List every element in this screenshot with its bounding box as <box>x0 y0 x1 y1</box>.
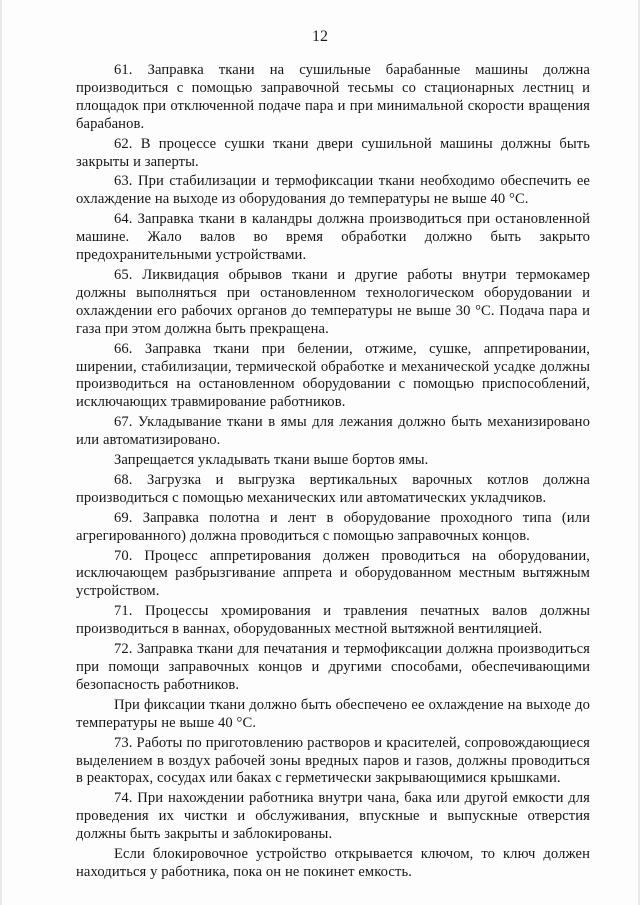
paragraph-62: 62. В процессе сушки ткани двери сушильной машины должны быть закрыты и заперты. <box>76 135 590 170</box>
paragraph-74: 74. При нахождении работника внутри чана, бака или другой емкости для проведения их чистки и обслуживания, впускные и выпускные отверстия должны быть закрыты и заблокированы. <box>76 790 590 843</box>
paragraph-67-note: Запрещается укладывать ткани выше бортов ямы. <box>114 452 429 469</box>
document-body <box>76 62 590 882</box>
paragraph-73: 73. Работы по приготовлению растворов и красителей, сопровождающиеся выделением в воздух рабочей зоны вредных паров и газов, должны проводиться в реакторах, сосудах или баках с герметически закрывающимися крышками. <box>76 734 590 787</box>
paragraph-72-note: При фиксации ткани должно быть обеспечено ее охлаждение на выходе до температуры не выше 40 °С. <box>76 696 590 731</box>
paragraph-64: 64. Заправка ткани в каландры должна производиться при остановленной машине. Жало валов во время обработки должно быть закрыто предохранительными устройствами. <box>76 211 590 264</box>
paragraph-61: 61. Заправка ткани на сушильные барабанные машины должна производиться с помощью заправочной тесьмы со стационарных лестниц и площадок при отключенной подаче пара и при минимальной скорости вращения барабанов. <box>76 62 590 132</box>
paragraph-68: 68. Загрузка и выгрузка вертикальных варочных котлов должна производиться с помощью механических или автоматических укладчиков. <box>76 471 590 506</box>
paragraph-69: 69. Заправка полотна и лент в оборудование проходного типа (или агрегированного) должна проводиться с помощью заправочных концов. <box>76 509 590 544</box>
paragraph-72: 72. Заправка ткани для печатания и термофиксации должна производиться при помощи заправочных концов и другими способами, обеспечивающими безопасность работников. <box>76 641 590 693</box>
paragraph-66: 66. Заправка ткани при белении, отжиме, сушке, аппретировании, ширении, стабилизации, термической обработке и механической усадке должны производиться на остановленном оборудовании с помощью приспособлений, исключающих травмирование работников. <box>76 340 590 411</box>
paragraph-63: 63. При стабилизации и термофиксации ткани необходимо обеспечить ее охлаждение на выходе из оборудования до температуры не выше 40 °С. <box>76 173 590 208</box>
paragraph-70: 70. Процесс аппретирования должен проводиться на оборудовании, исключающем разбрызгивание аппрета и оборудованном местным вытяжным устройством. <box>76 547 590 600</box>
page-edge-left <box>0 0 2 905</box>
paragraph-71: 71. Процессы хромирования и травления печатных валов должны производиться в ваннах, оборудованных местной вытяжной вентиляцией. <box>76 603 590 638</box>
paragraph-74-note: Если блокировочное устройство открывается ключом, то ключ должен находиться у работника, пока он не покинет емкость. <box>76 846 590 880</box>
page-number: 12 <box>312 28 328 45</box>
paragraph-67: 67. Укладывание ткани в ямы для лежания должно быть механизировано или автоматизировано. <box>76 414 590 449</box>
paragraph-65: 65. Ликвидация обрывов ткани и другие работы внутри термокамер должны выполняться при остановленном технологическом оборудовании и охлаждении его рабочих органов до температуры не выше 30 °С. Подача пара и газа при этом должна быть прекращена. <box>76 266 590 337</box>
